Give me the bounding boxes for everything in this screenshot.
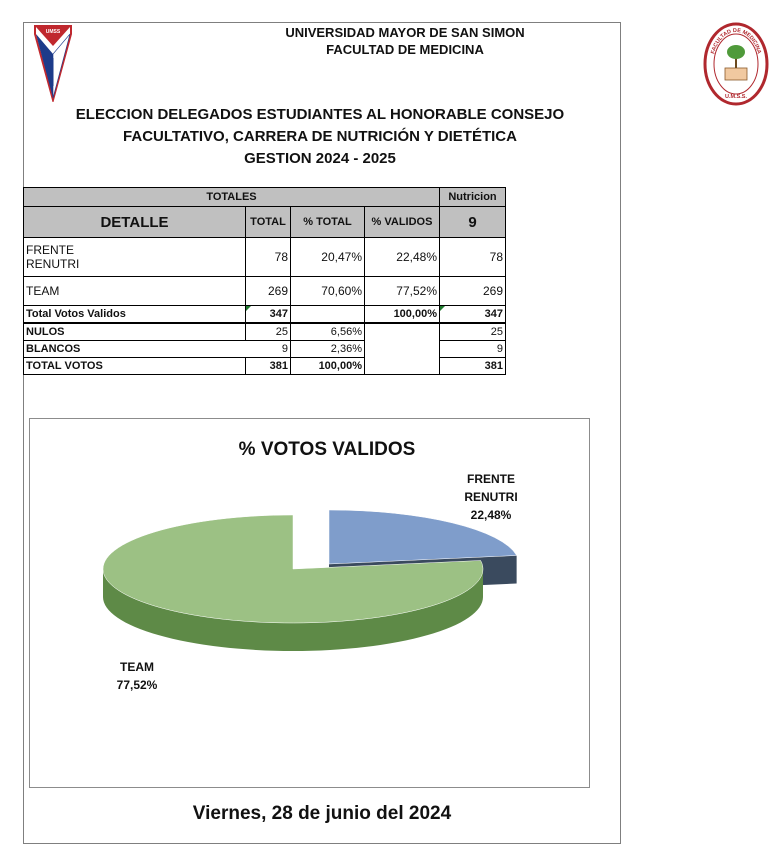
document-title-line2: FACULTATIVO, CARRERA DE NUTRICIÓN Y DIETÉTICA bbox=[123, 128, 517, 145]
table-column-row bbox=[24, 207, 506, 238]
row-career: 269 bbox=[440, 277, 506, 306]
row-label-frente bbox=[24, 238, 246, 277]
row-pct-total: 70,60% bbox=[291, 277, 365, 306]
table-row-nulos bbox=[24, 323, 506, 341]
umss-logo bbox=[33, 24, 73, 102]
validos-total: 347 bbox=[246, 306, 291, 324]
col-pct-total: % TOTAL bbox=[291, 207, 365, 238]
totales-header: TOTALES bbox=[24, 188, 440, 207]
slice-label-frente-pct: 22,48% bbox=[470, 508, 512, 522]
nulos-total: 25 bbox=[246, 323, 291, 341]
row-pct-validos: 22,48% bbox=[365, 238, 440, 277]
empty-pct-validos-block bbox=[365, 323, 440, 375]
seal-bottom-text: U.M.S.S. bbox=[724, 94, 748, 100]
nulos-pct-total: 6,56% bbox=[291, 323, 365, 341]
nulos-label: NULOS bbox=[24, 323, 246, 341]
document-title-line3: GESTION 2024 - 2025 bbox=[244, 150, 396, 167]
row-career: 78 bbox=[440, 238, 506, 277]
chart-title: % VOTOS VALIDOS bbox=[238, 439, 416, 460]
total-votos-pct-total: 100,00% bbox=[291, 358, 365, 375]
col-detalle: DETALLE bbox=[24, 207, 246, 238]
slice-label-frente-line2: RENUTRI bbox=[464, 490, 518, 504]
career-header: Nutricion bbox=[440, 188, 506, 207]
faculty-name: FACULTAD DE MEDICINA bbox=[326, 42, 484, 57]
blancos-pct-total: 2,36% bbox=[291, 341, 365, 358]
col-total: TOTAL bbox=[246, 207, 291, 238]
career-number: 9 bbox=[440, 207, 506, 238]
row-label-team: TEAM bbox=[24, 277, 246, 306]
blancos-label: BLANCOS bbox=[24, 341, 246, 358]
faculty-seal-logo bbox=[703, 22, 769, 106]
table-header-row bbox=[24, 188, 506, 207]
table-row-validos bbox=[24, 306, 506, 324]
row-label-frente-line2: RENUTRI bbox=[26, 257, 80, 271]
document-title-line1: ELECCION DELEGADOS ESTUDIANTES AL HONORABLE CONSEJO bbox=[75, 106, 565, 123]
seal-top-text: FACULTAD DE MEDICINA bbox=[710, 27, 762, 55]
total-votos-career: 381 bbox=[440, 358, 506, 375]
row-total: 78 bbox=[246, 238, 291, 277]
table-row bbox=[24, 238, 506, 277]
col-pct-validos: % VALIDOS bbox=[365, 207, 440, 238]
footer-date: Viernes, 28 de junio del 2024 bbox=[192, 803, 452, 824]
umss-logo-text: UMSS bbox=[45, 29, 61, 35]
pie-chart-panel bbox=[29, 418, 590, 788]
pie-chart bbox=[30, 419, 591, 789]
total-votos-total: 381 bbox=[246, 358, 291, 375]
total-votos-label: TOTAL VOTOS bbox=[24, 358, 246, 375]
validos-pct-validos: 100,00% bbox=[365, 306, 440, 324]
validos-pct-total-empty bbox=[291, 306, 365, 324]
nulos-career: 25 bbox=[440, 323, 506, 341]
row-pct-validos: 77,52% bbox=[365, 277, 440, 306]
slice-label-team-pct: 77,52% bbox=[116, 678, 158, 692]
row-pct-total: 20,47% bbox=[291, 238, 365, 277]
row-total: 269 bbox=[246, 277, 291, 306]
validos-career: 347 bbox=[440, 306, 506, 324]
table-row bbox=[24, 277, 506, 306]
slice-label-frente-line1: FRENTE bbox=[467, 472, 515, 486]
row-label-frente-line1: FRENTE bbox=[26, 243, 74, 257]
university-name: UNIVERSIDAD MAYOR DE SAN SIMON bbox=[285, 25, 525, 40]
blancos-career: 9 bbox=[440, 341, 506, 358]
validos-label: Total Votos Validos bbox=[24, 306, 246, 324]
blancos-total: 9 bbox=[246, 341, 291, 358]
slice-label-team-line1: TEAM bbox=[120, 660, 154, 674]
results-table bbox=[23, 187, 506, 375]
